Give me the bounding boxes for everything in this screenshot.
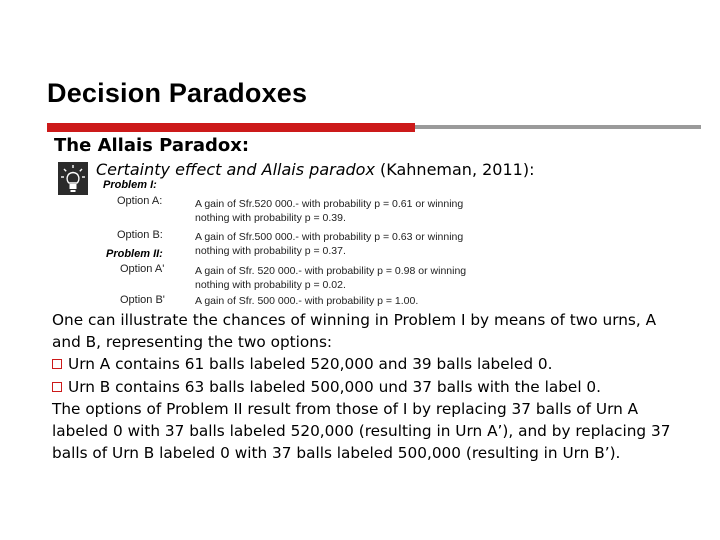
intro-topic: Certainty effect and Allais paradox (96, 160, 375, 179)
option-a-label: Option A: (117, 195, 163, 207)
bullet-1-text: Urn A contains 61 balls labeled 520,000 and 39 balls labeled 0. (68, 355, 553, 374)
option-a-prime-label: Option A' (120, 263, 165, 275)
lightbulb-icon (58, 162, 88, 195)
bullet-box-icon (52, 359, 62, 369)
intro-line (96, 160, 534, 179)
paragraph-1: One can illustrate the chances of winning in Problem I by means of two urns, A and B, representing the two options: (52, 311, 657, 352)
bullet-1 (52, 353, 672, 375)
option-a-line2: nothing with probability p = 0.39. (195, 212, 346, 224)
option-b-line1: A gain of Sfr.500 000.- with probability p = 0.63 or winning (195, 231, 464, 243)
option-a-prime-line1: A gain of Sfr. 520 000.- with probability p = 0.98 or winning (195, 265, 467, 277)
problem-1-label: Problem I: (103, 179, 157, 191)
problem-2-label: Problem II: (106, 248, 163, 260)
title-rule-red (47, 123, 415, 132)
option-b-prime-label: Option B' (120, 294, 165, 306)
bullet-box-icon (52, 382, 62, 392)
option-b-prime-line1: A gain of Sfr. 500 000.- with probability p = 1.00. (195, 295, 419, 307)
option-b-line2: nothing with probability p = 0.37. (195, 245, 346, 257)
section-subtitle: The Allais Paradox: (54, 135, 250, 156)
option-a-prime-line2: nothing with probability p = 0.02. (195, 279, 346, 291)
intro-citation: (Kahneman, 2011): (380, 160, 535, 179)
body-text (52, 309, 672, 464)
slide-title: Decision Paradoxes (47, 78, 308, 108)
bullet-2 (52, 376, 672, 398)
paragraph-2: The options of Problem II result from those of I by replacing 37 balls of Urn A labeled 0 with 37 balls labeled 520,000 (resulting in Urn A’), and by replacing 37 balls of Urn B labeled 0 with 37 balls labeled 500,000 (resulting in Urn B’). (52, 399, 671, 463)
bullet-2-text: Urn B contains 63 balls labeled 500,000 und 37 balls with the label 0. (68, 377, 602, 396)
option-a-line1: A gain of Sfr.520 000.- with probability p = 0.61 or winning (195, 198, 464, 210)
option-b-label: Option B: (117, 229, 163, 241)
